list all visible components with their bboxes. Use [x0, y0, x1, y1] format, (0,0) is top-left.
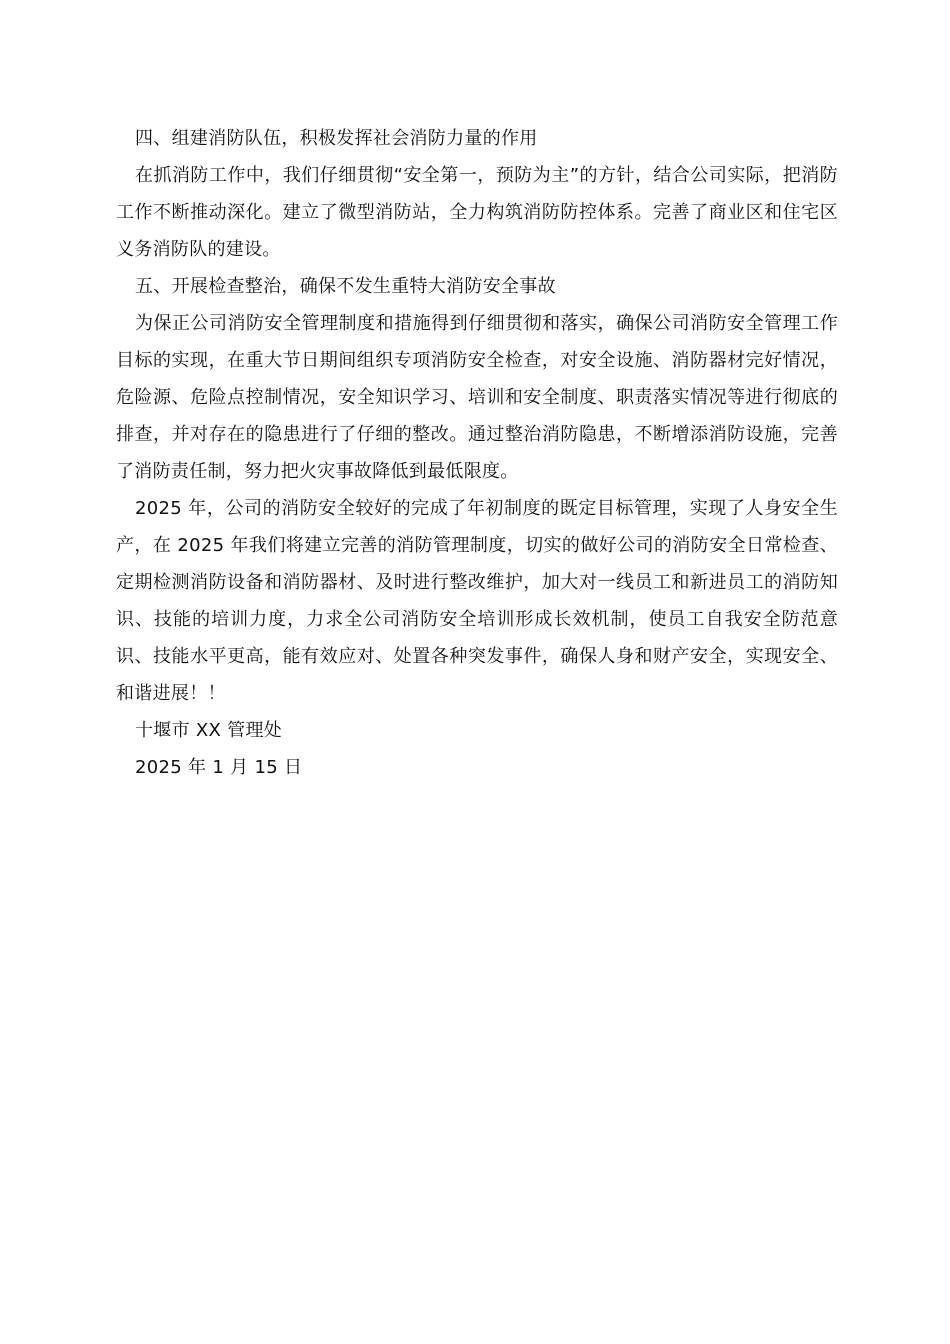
section-5-heading: 五、开展检查整治，确保不发生重特大消防安全事故	[135, 276, 556, 297]
section-4-paragraph: 在抓消防工作中，我们仔细贯彻“安全第一，预防为主”的方针，结合公司实际，把消防工作不断推动深化。建立了微型消防站，全力构筑消防防控体系。完善了商业区和住宅区义务消防队的建设。	[116, 165, 838, 260]
signature-date: 2025 年 1 月 15 日	[135, 757, 303, 778]
section-5-paragraph: 为保正公司消防安全管理制度和措施得到仔细贯彻和落实，确保公司消防安全管理工作目标的实现，在重大节日期间组织专项消防安全检查，对安全设施、消防器材完好情况，危险源、危险点控制情况，安全知识学习、培训和安全制度、职责落实情况等进行彻底的排查，并对存在的隐患进行了仔细的整改。通过整治消防隐患，不断增添消防设施，完善了消防责任制，努力把火灾事故降低到最低限度。	[116, 313, 838, 482]
summary-paragraph: 2025 年，公司的消防安全较好的完成了年初制度的既定目标管理，实现了人身安全生产，在 2025 年我们将建立完善的消防管理制度，切实的做好公司的消防安全日常检查、定期检测消防设备和消防器材、及时进行整改维护，加大对一线员工和新进员工的消防知识、技能的培训力度，力求全公司消防安全培训形成长效机制，使员工自我安全防范意识、技能水平更高，能有效应对、处置各种突发事件，确保人身和财产安全，实现安全、和谐进展！！	[116, 498, 838, 704]
document-body	[116, 120, 838, 786]
signature-organization: 十堰市 XX 管理处	[135, 720, 283, 741]
section-4-heading: 四、组建消防队伍，积极发挥社会消防力量的作用	[135, 128, 538, 149]
